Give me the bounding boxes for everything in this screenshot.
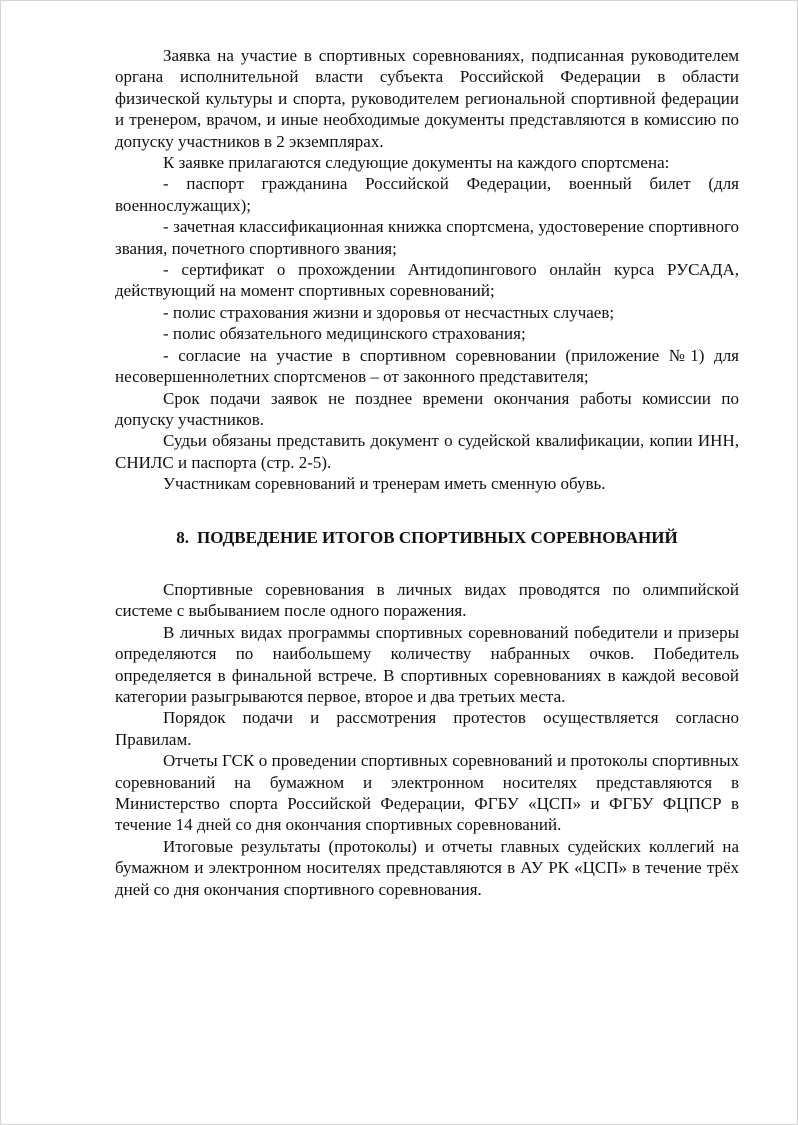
paragraph-application: Заявка на участие в спортивных соревнованиях, подписанная руководителем органа исполнительной власти субъекта Российской Федерации в области физической культуры и спорта, руководителем региональной спортивной федерации и тренером, врачом, и иные необходимые документы представляются в комиссию по допуску участников в 2 экземплярах.	[115, 46, 739, 151]
list-item-classification-book: - зачетная классификационная книжка спортсмена, удостоверение спортивного звания, почетного спортивного звания;	[115, 217, 739, 258]
document-body	[115, 45, 739, 900]
list-item-consent: - согласие на участие в спортивном соревновании (приложение №1) для несовершеннолетних спортсменов – от законного представителя;	[115, 345, 739, 387]
paragraph-judges-documents: Судьи обязаны представить документ о судейской квалификации, копии ИНН, СНИЛС и паспорта (стр. 2-5).	[115, 431, 739, 472]
paragraph-attached-documents: К заявке прилагаются следующие документы на каждого спортсмена:	[163, 153, 670, 173]
paragraph-reports: Отчеты ГСК о проведении спортивных соревнований и протоколы спортивных соревнований на бумажном и электронном носителях представляются в Министерство спорта Российской Федерации, ФГБУ «ЦСП» и ФГБУ ФЦПСР в течение 14 дней со дня окончания спортивных соревнований.	[115, 751, 739, 835]
list-item-life-insurance: - полис страхования жизни и здоровья от несчастных случаев;	[163, 302, 615, 322]
paragraph-deadline: Срок подачи заявок не позднее времени окончания работы комиссии по допуску участников.	[115, 388, 739, 429]
section-8-number: 8.	[176, 527, 190, 547]
paragraph-protests: Порядок подачи и рассмотрения протестов осуществляется согласно Правилам.	[115, 708, 739, 749]
section-8-heading	[115, 527, 739, 548]
list-item-antidoping-certificate: - сертификат о прохождении Антидопингового онлайн курса РУСАДА, действующий на момент спортивных соревнований;	[115, 260, 739, 301]
section-8-title: ПОДВЕДЕНИЕ ИТОГОВ СПОРТИВНЫХ СОРЕВНОВАНИЙ	[197, 527, 678, 547]
paragraph-final-results: Итоговые результаты (протоколы) и отчеты главных судейских коллегий на бумажном и электронном носителях представляются в АУ РК «ЦСП» в течение трёх дней со дня окончания спортивного соревнования.	[115, 836, 739, 899]
paragraph-winners: В личных видах программы спортивных соревнований победители и призеры определяются по наибольшему количеству набранных очков. Победитель определяется в финальной встрече. В спортивных соревнованиях в каждой весовой категории разыгрываются первое, второе и два третьих места.	[115, 622, 739, 706]
list-item-passport: - паспорт гражданина Российской Федерации, военный билет (для военнослужащих);	[115, 174, 739, 215]
paragraph-footwear: Участникам соревнований и тренерам иметь сменную обувь.	[163, 474, 606, 494]
list-item-medical-insurance: - полис обязательного медицинского страхования;	[163, 324, 526, 344]
paragraph-olympic-system: Спортивные соревнования в личных видах проводятся по олимпийской системе с выбыванием после одного поражения.	[115, 579, 739, 621]
